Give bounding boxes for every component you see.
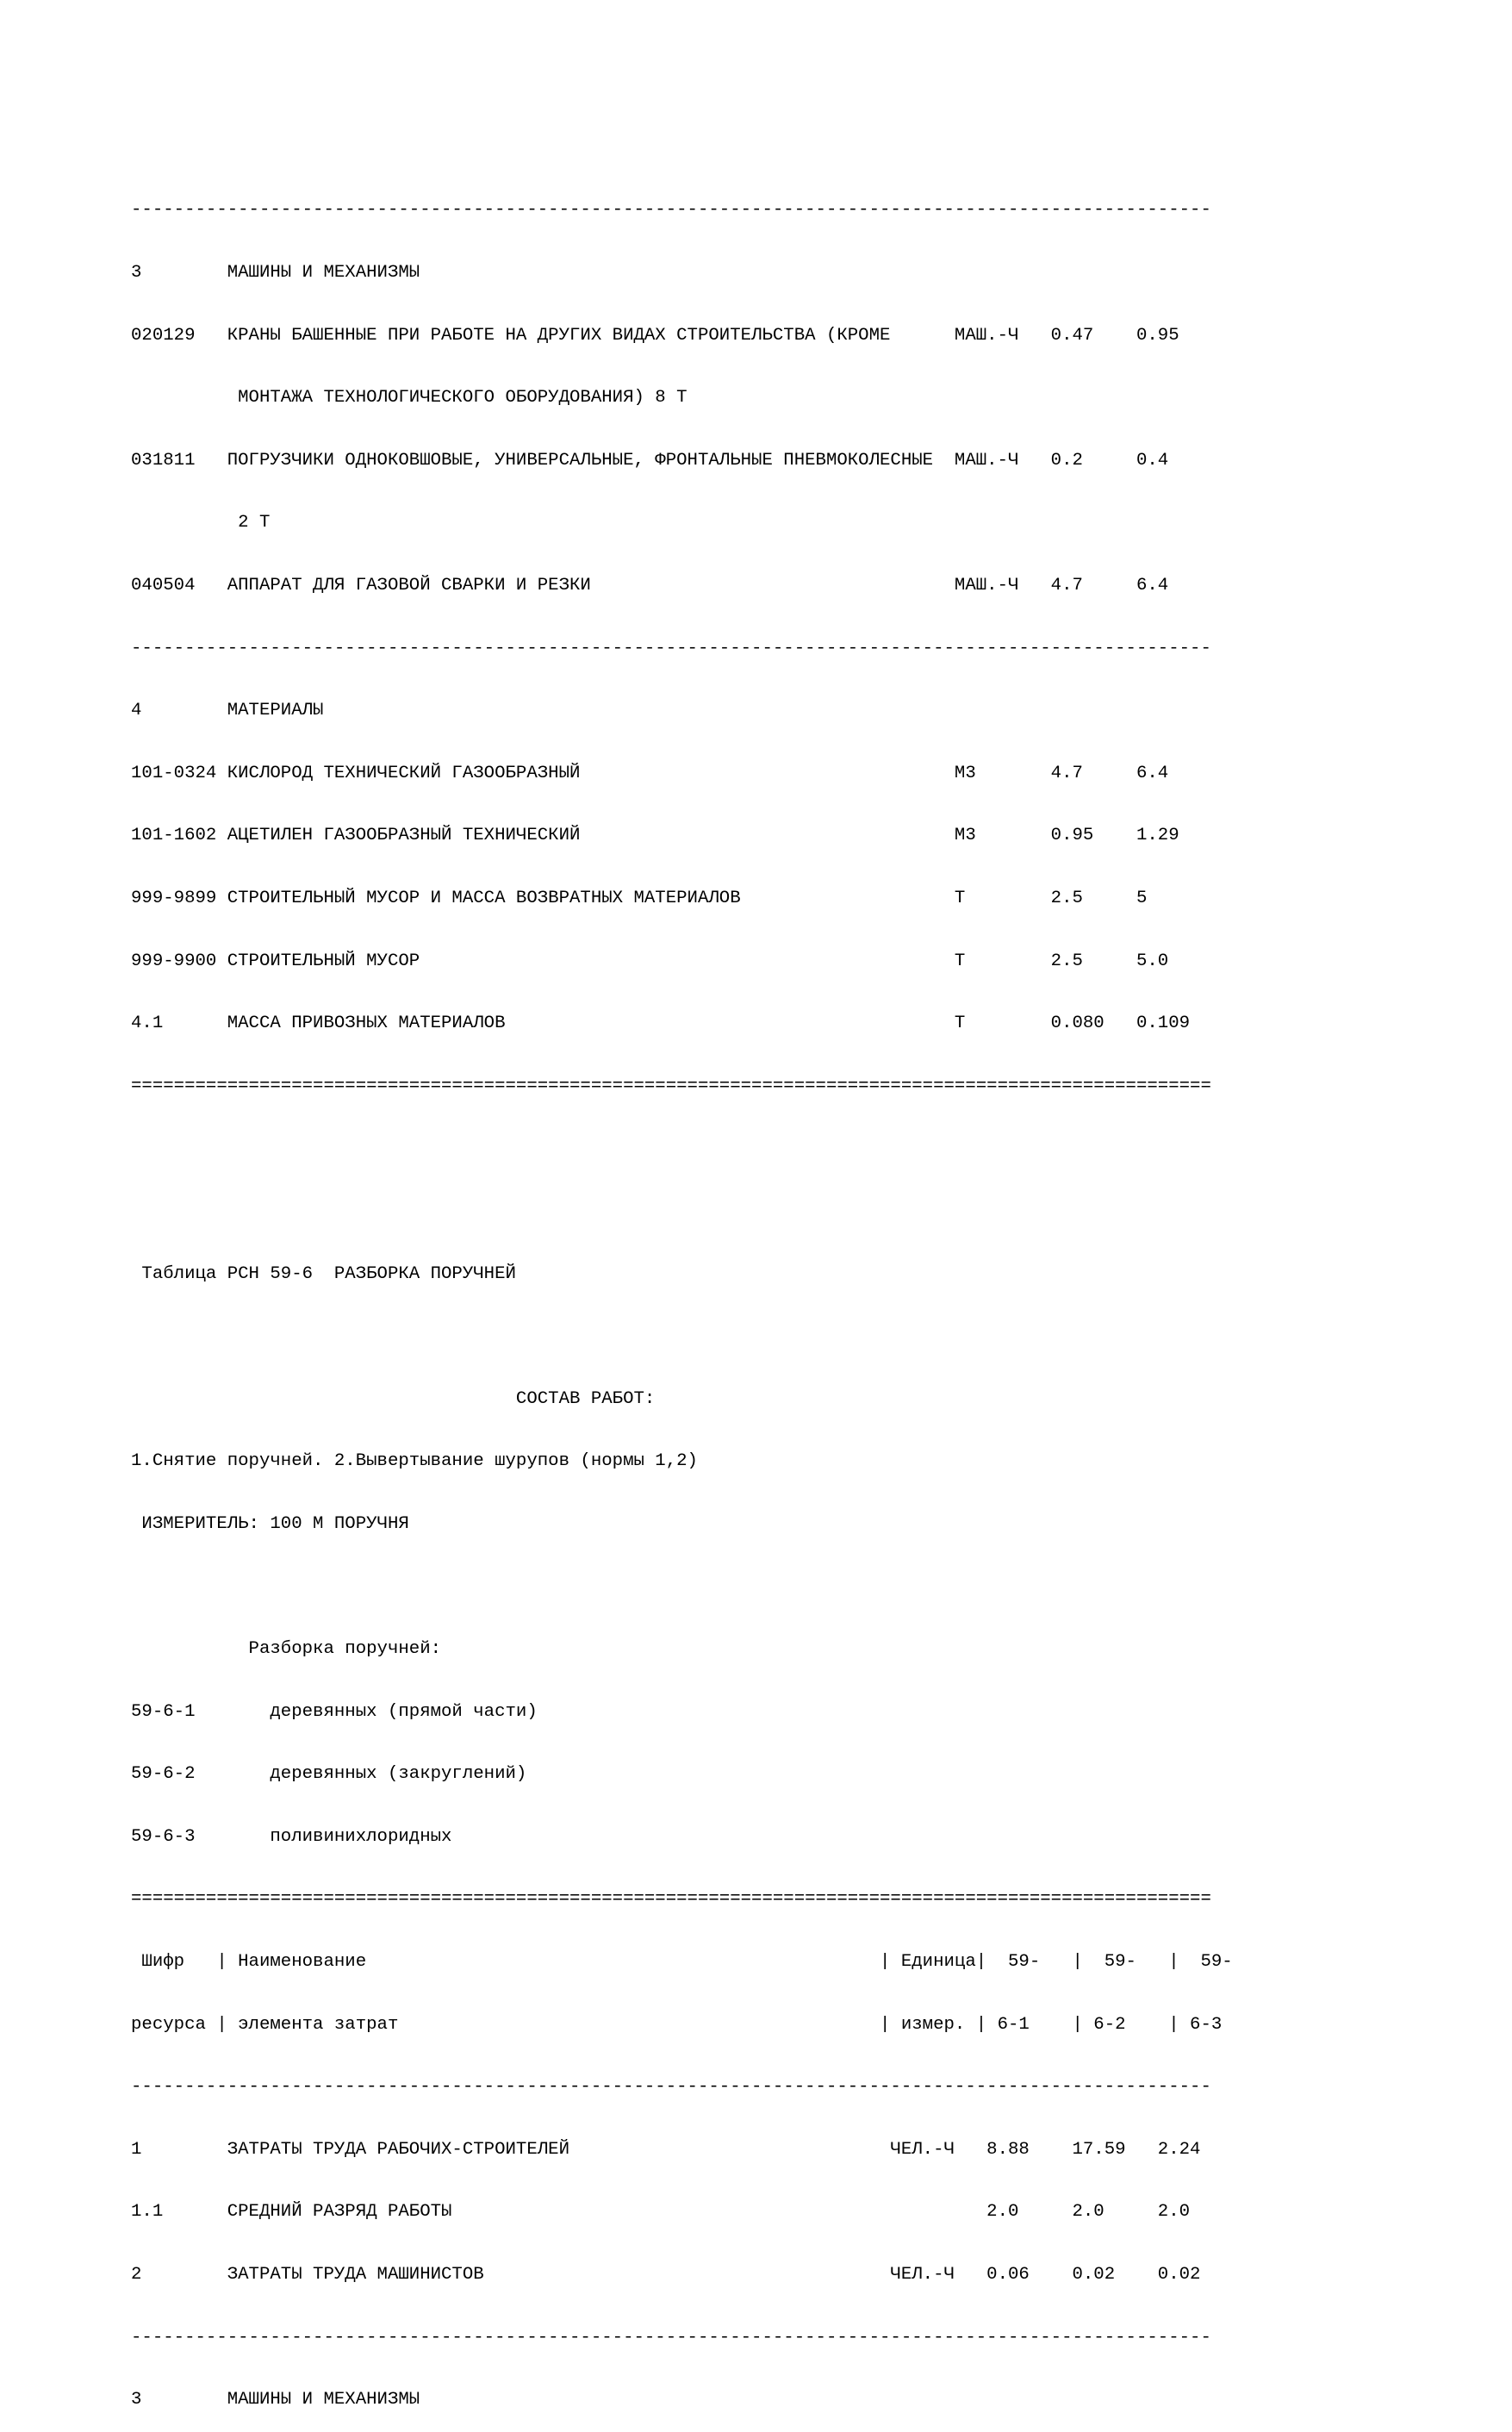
- norm-item: 59-6-2 деревянных (закруглений): [131, 1764, 527, 1785]
- norm-item: 59-6-3 поливинихлоридных: [131, 1826, 452, 1847]
- separator-dashed: -----------------------------------------------------------------------------------------------------: [131, 2327, 1211, 2348]
- blank-line: [131, 1576, 1233, 1597]
- section-machines-header: 3 МАШИНЫ И МЕХАНИЗМЫ: [131, 2390, 420, 2410]
- resource-row: 101-0324 КИСЛОРОД ТЕХНИЧЕСКИЙ ГАЗООБРАЗНЫЙ М3 4.7 6.4: [131, 763, 1169, 783]
- separator-dashed: -----------------------------------------------------------------------------------------------------: [131, 2077, 1211, 2098]
- resource-row: 040504 АППАРАТ ДЛЯ ГАЗОВОЙ СВАРКИ И РЕЗКИ МАШ.-Ч 4.7 6.4: [131, 575, 1169, 596]
- work-composition-text: 1.Снятие поручней. 2.Вывертывание шурупов (нормы 1,2): [131, 1451, 698, 1472]
- resource-row: 1.1 СРЕДНИЙ РАЗРЯД РАБОТЫ 2.0 2.0 2.0: [131, 2202, 1191, 2223]
- resource-row: 4.1 МАССА ПРИВОЗНЫХ МАТЕРИАЛОВ Т 0.080 0.109: [131, 1013, 1191, 1034]
- blank-line: [131, 1201, 1233, 1222]
- separator-dashed: -----------------------------------------------------------------------------------------------------: [131, 638, 1211, 658]
- resource-row: 101-1602 АЦЕТИЛЕН ГАЗООБРАЗНЫЙ ТЕХНИЧЕСКИЙ М3 0.95 1.29: [131, 826, 1179, 846]
- section-machines-header: 3 МАШИНЫ И МЕХАНИЗМЫ: [131, 263, 420, 283]
- resource-row-continuation: 2 Т: [131, 513, 271, 533]
- resource-row: 020129 КРАНЫ БАШЕННЫЕ ПРИ РАБОТЕ НА ДРУГИХ ВИДАХ СТРОИТЕЛЬСТВА (КРОМЕ МАШ.-Ч 0.47 0.95: [131, 325, 1179, 346]
- work-composition-heading: СОСТАВ РАБОТ:: [131, 1388, 656, 1409]
- resource-row: 999-9900 СТРОИТЕЛЬНЫЙ МУСОР Т 2.5 5.0: [131, 951, 1169, 971]
- norm-item: 59-6-1 деревянных (прямой части): [131, 1701, 538, 1722]
- resource-row: 031811 ПОГРУЗЧИКИ ОДНОКОВШОВЫЕ, УНИВЕРСАЛЬНЫЕ, ФРОНТАЛЬНЫЕ ПНЕВМОКОЛЕСНЫЕ МАШ.-Ч 0.2 0.4: [131, 450, 1169, 471]
- separator-double: =====================================================================================================: [131, 1076, 1211, 1096]
- table-title: Таблица РСН 59-6 РАЗБОРКА ПОРУЧНЕЙ: [131, 1263, 516, 1284]
- section-materials-header: 4 МАТЕРИАЛЫ: [131, 701, 324, 721]
- norms-group-heading: Разборка поручней:: [131, 1639, 442, 1660]
- blank-line: [131, 1138, 1233, 1159]
- resource-row: 2 ЗАТРАТЫ ТРУДА МАШИНИСТОВ ЧЕЛ.-Ч 0.06 0.02 0.02: [131, 2265, 1201, 2285]
- table-header-row: ресурса | элемента затрат | измер. | 6-1 | 6-2 | 6-3: [131, 2014, 1223, 2035]
- measure-unit-line: ИЗМЕРИТЕЛЬ: 100 М ПОРУЧНЯ: [131, 1513, 409, 1534]
- separator-dashed: -----------------------------------------------------------------------------------------------------: [131, 200, 1211, 221]
- resource-row-continuation: МОНТАЖА ТЕХНОЛОГИЧЕСКОГО ОБОРУДОВАНИЯ) 8 Т: [131, 388, 688, 408]
- resource-row: 1 ЗАТРАТЫ ТРУДА РАБОЧИХ-СТРОИТЕЛЕЙ ЧЕЛ.-Ч 8.88 17.59 2.24: [131, 2139, 1201, 2160]
- separator-double: =====================================================================================================: [131, 1889, 1211, 1910]
- table-header-row: Шифр | Наименование | Единица| 59- | 59- | 59-: [131, 1952, 1233, 1973]
- document-page: [131, 159, 1233, 2432]
- blank-line: [131, 1326, 1233, 1347]
- resource-row: 999-9899 СТРОИТЕЛЬНЫЙ МУСОР И МАССА ВОЗВРАТНЫХ МАТЕРИАЛОВ Т 2.5 5: [131, 888, 1148, 908]
